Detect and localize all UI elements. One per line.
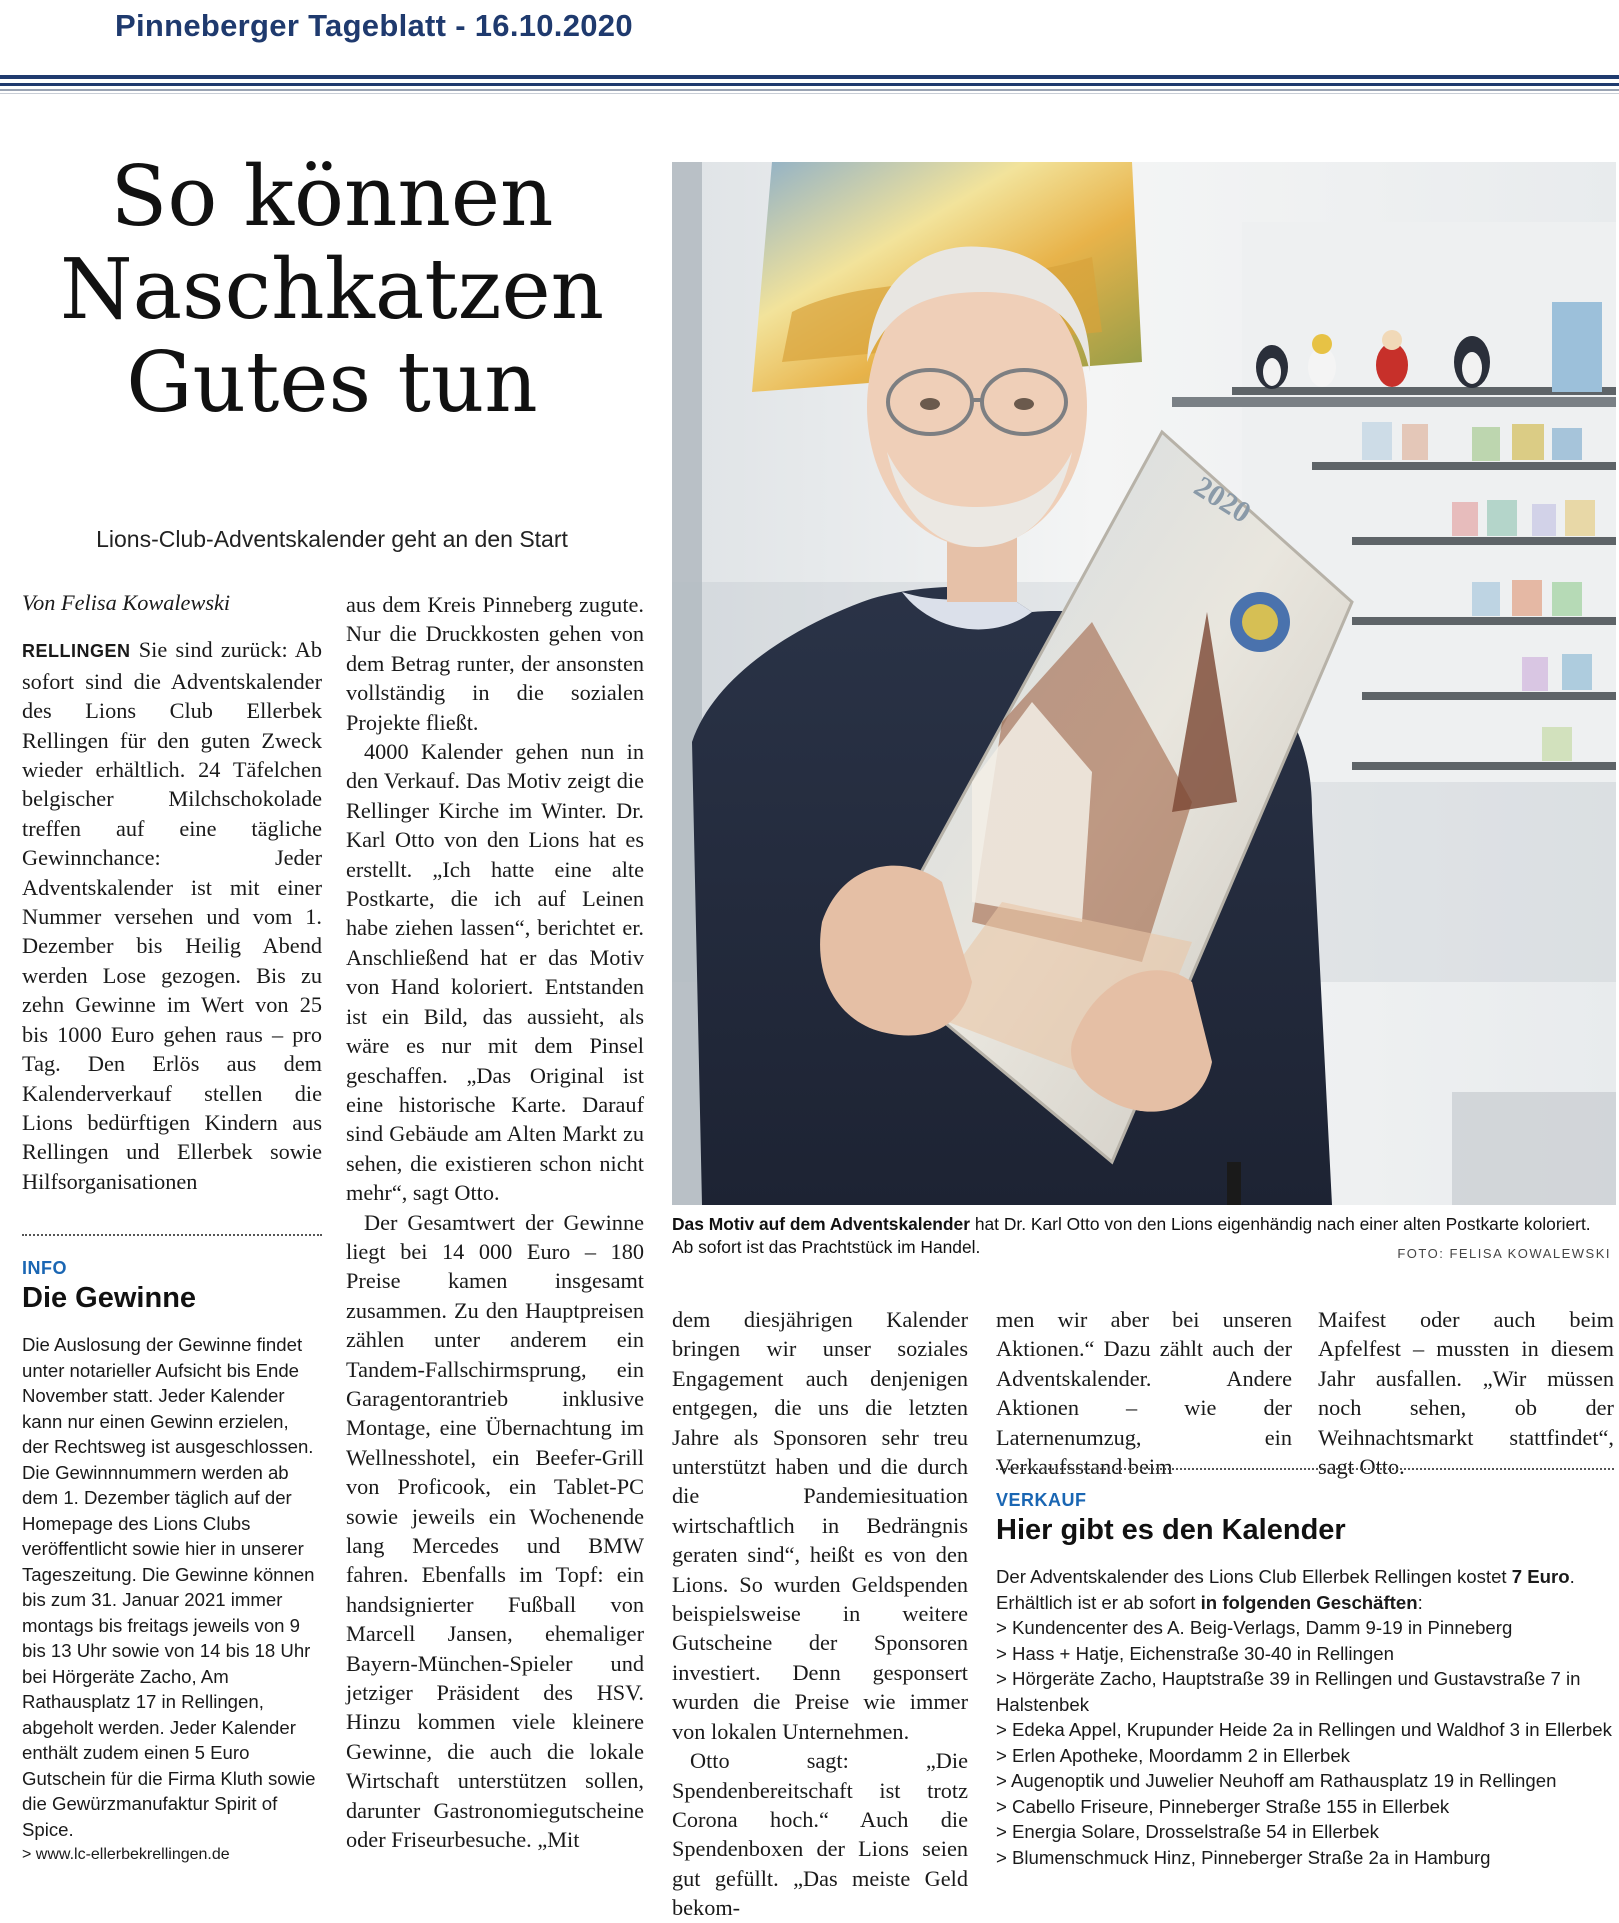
shop-item: > Cabello Friseure, Pinneberger Straße 155 in Ellerbek (996, 1795, 1450, 1817)
article-paragraph: 4000 Kalender gehen nun in den Verkauf. Das Motiv zeigt die Rellinger Kirche im Winter. Dr. Karl Otto von den Lions hat es erstellt. „Ich hatte eine alte Postkarte, die ich auf Leinen habe ziehen lassen“, berichtet er. Anschließend hat er das Motiv von Hand koloriert. Entstanden ist ein Bild, das aussieht, als wäre es nur mit dem Pinsel geschaffen. „Das Original ist eine historische Karte. Darauf sind Gebäude am Alten Markt zu sehen, die existieren schon nicht mehr“, sagt Otto. (346, 739, 644, 1206)
shelf (1352, 617, 1616, 625)
info-title: Die Gewinne (22, 1282, 197, 1314)
article-photo (672, 162, 1616, 1205)
masthead (0, 0, 1619, 100)
masthead-rule (0, 83, 1619, 86)
byline: Von Felisa Kowalewski (22, 590, 231, 615)
shelf (1352, 762, 1616, 770)
article-column-2 (346, 590, 644, 1854)
article-paragraph: Der Gesamtwert der Gewinne liegt bei 14 000 Euro – 180 Preise kamen insgesamt zusammen. Zu den Hauptpreisen zählen unter anderem ein Tandem-Fallschirmsprung, ein Garagentorantrieb inklusive Montage, eine Übernachtung im Wellnesshotel, ein Beefer-Grill von Proficook, ein Tablet-PC sowie jeweils ein Wochenende lang Mercedes und BMW fahren. Ebenfalls im Topf: ein handsignierter Fußball von Marcell Jansen, ehemaliger Bayern-München-Spieler und jetziger Präsident des HSV. Hinzu kommen viele kleinere Gewinne, die auch die lokale Wirtschaft unterstützen sollen, darunter Gastronomiegutscheine oder Friseurbesuche. „Mit (346, 1209, 644, 1853)
article-column-3 (672, 1305, 968, 1923)
shop-item: > Edeka Appel, Krupunder Heide 2a in Rellingen und Waldhof 3 in Ellerbek (996, 1719, 1612, 1740)
dotted-divider (996, 1468, 1614, 1470)
photo-illustration (672, 162, 1616, 1205)
article-paragraph: Maifest oder auch beim Apfelfest – mussten in diesem Jahr ausfallen. „Wir müssen noch sehen, ob der Weihnachtsmarkt stattfindet“, sagt Otto. (1318, 1307, 1614, 1480)
shelf (1362, 692, 1616, 700)
caption-text: hat Dr. Karl Otto von den Lions eigenhändig nach einer alten Postkarte koloriert. Ab sofort ist das Prachtstück im Handel. (672, 1214, 1591, 1257)
masthead-rule (0, 89, 1619, 91)
shelf (1352, 537, 1616, 545)
article-paragraph: men wir aber bei unseren Aktionen.“ Dazu zählt auch der Adventskalender. Andere Aktionen – wie der Laternenumzug, ein Verkaufsstand beim (996, 1307, 1292, 1480)
article-paragraph: dem diesjährigen Kalender bringen wir unser soziales Engagement auch denjenigen entgegen, die uns die letzten Jahre als Sponsoren sehr treu unterstützt haben und die durch die Pandemiesituation wirtschaftlich in Bedrängnis geraten sind“, heißt es von den Lions. So wurden Geldspenden beispielsweise in weitere Gutscheine der Sponsoren investiert. Denn gesponsert wurden die Preise wie immer von lokalen Unternehmen. (672, 1307, 968, 1744)
info-link[interactable]: > www.lc-ellerbekrellingen.de (22, 1846, 230, 1863)
shop-item: > Erlen Apotheke, Moordamm 2 in Ellerbek (996, 1744, 1350, 1766)
article-column-5 (1318, 1305, 1614, 1481)
info-text: Die Auslosung der Gewinne findet unter notarieller Aufsicht bis Ende November statt. Jeder Kalender kann nur einen Gewinn erzielen, der Rechtsweg ist ausgeschlossen. Die Gewinnnummern werden ab dem 1. Dezember täglich auf der Homepage des Lions Clubs veröffentlicht sowie hier in unserer Tageszeitung. Die Gewinne können bis zum 31. Januar 2021 immer montags bis freitags jeweils von 9 bis 13 Uhr sowie von 14 bis 18 Uhr bei Hörgeräte Zacho, Am Rathausplatz 17 in Rellingen, abgeholt werden. Jeder Kalender enthält zudem einen 5 Euro Gutschein für die Firma Kluth sowie die Gewürzmanufaktur Spirit of Spice. (22, 1334, 316, 1840)
price: 7 Euro (1511, 1566, 1570, 1587)
info-box-body (22, 1332, 318, 1868)
shop-list (996, 1615, 1614, 1870)
headline (22, 150, 642, 429)
dateline: RELLINGEN (22, 641, 131, 662)
headline-line: Gutes tun (126, 334, 538, 431)
shop-item: > Hass + Hatje, Eichenstraße 30-40 in Rellingen (996, 1642, 1394, 1664)
shelf (1312, 462, 1616, 470)
article-column-1 (22, 588, 322, 1196)
info-kicker: INFO (22, 1258, 67, 1278)
publication-title: Pinneberger Tageblatt - 16.10.2020 (115, 8, 633, 43)
subheadline: Lions-Club-Adventskalender geht an den Start (96, 526, 568, 552)
headline-line: Naschkatzen (59, 241, 605, 338)
sale-intro: Der Adventskalender des Lions Club Ellerbek Rellingen kostet 7 Euro. Erhältlich ist er ab sofort in folgenden Geschäften: (996, 1566, 1575, 1613)
shop-item: > Augenoptik und Juwelier Neuhoff am Rathausplatz 19 in Rellingen (996, 1770, 1557, 1791)
article-paragraph: Sie sind zurück: Ab sofort sind die Adventskalender des Lions Club Ellerbek Rellingen für den guten Zweck wieder erhältlich. 24 Täfelchen belgischer Milchschokolade treffen auf eine tägliche Gewinnchance: Jeder Adventskalender ist mit einer Nummer versehen und vom 1. Dezember bis Heilig Abend werden Lose gezogen. Bis zu zehn Gewinne im Wert von 25 bis 1000 Euro gehen raus – pro Tag. Den Erlös aus dem Kalenderverkauf stellen die Lions bedürftigen Kindern aus Rellingen und Ellerbek sowie Hilfsorganisationen (22, 637, 322, 1194)
masthead-rule (0, 93, 1619, 94)
shop-item: > Energia Solare, Drosselstraße 54 in Ellerbek (996, 1821, 1379, 1842)
article-paragraph: aus dem Kreis Pinneberg zugute. Nur die Druckkosten gehen von dem Betrag runter, der ansonsten vollständig in die sozialen Projekte fließt. (346, 592, 644, 735)
masthead-rule (0, 75, 1619, 79)
shop-item: > Blumenschmuck Hinz, Pinneberger Straße 2a in Hamburg (996, 1846, 1491, 1868)
article-paragraph: Otto sagt: „Die Spendenbereitschaft ist trotz Corona hoch.“ Auch die Spendenboxen der Lions seien gut gefüllt. „Das meiste Geld bekom- (672, 1748, 968, 1921)
headline-line: So können (110, 148, 554, 245)
shop-item: > Kundencenter des A. Beig-Verlags, Damm 9-19 in Pinneberg (996, 1617, 1513, 1638)
calendar-year: 2020 (1188, 469, 1257, 530)
shop-item: > Hörgeräte Zacho, Hauptstraße 39 in Rellingen und Gustavstraße 7 in Halstenbek (996, 1668, 1581, 1715)
dotted-divider (22, 1234, 322, 1236)
sale-title: Hier gibt es den Kalender (996, 1514, 1346, 1546)
sale-kicker: VERKAUF (996, 1490, 1087, 1510)
article-column-4 (996, 1305, 1292, 1481)
caption-lead: Das Motiv auf dem Adventskalender (672, 1214, 970, 1234)
shelf (1172, 397, 1616, 407)
photo-credit: FOTO: FELISA KOWALEWSKI (1397, 1246, 1611, 1261)
sale-box-body (996, 1564, 1614, 1870)
